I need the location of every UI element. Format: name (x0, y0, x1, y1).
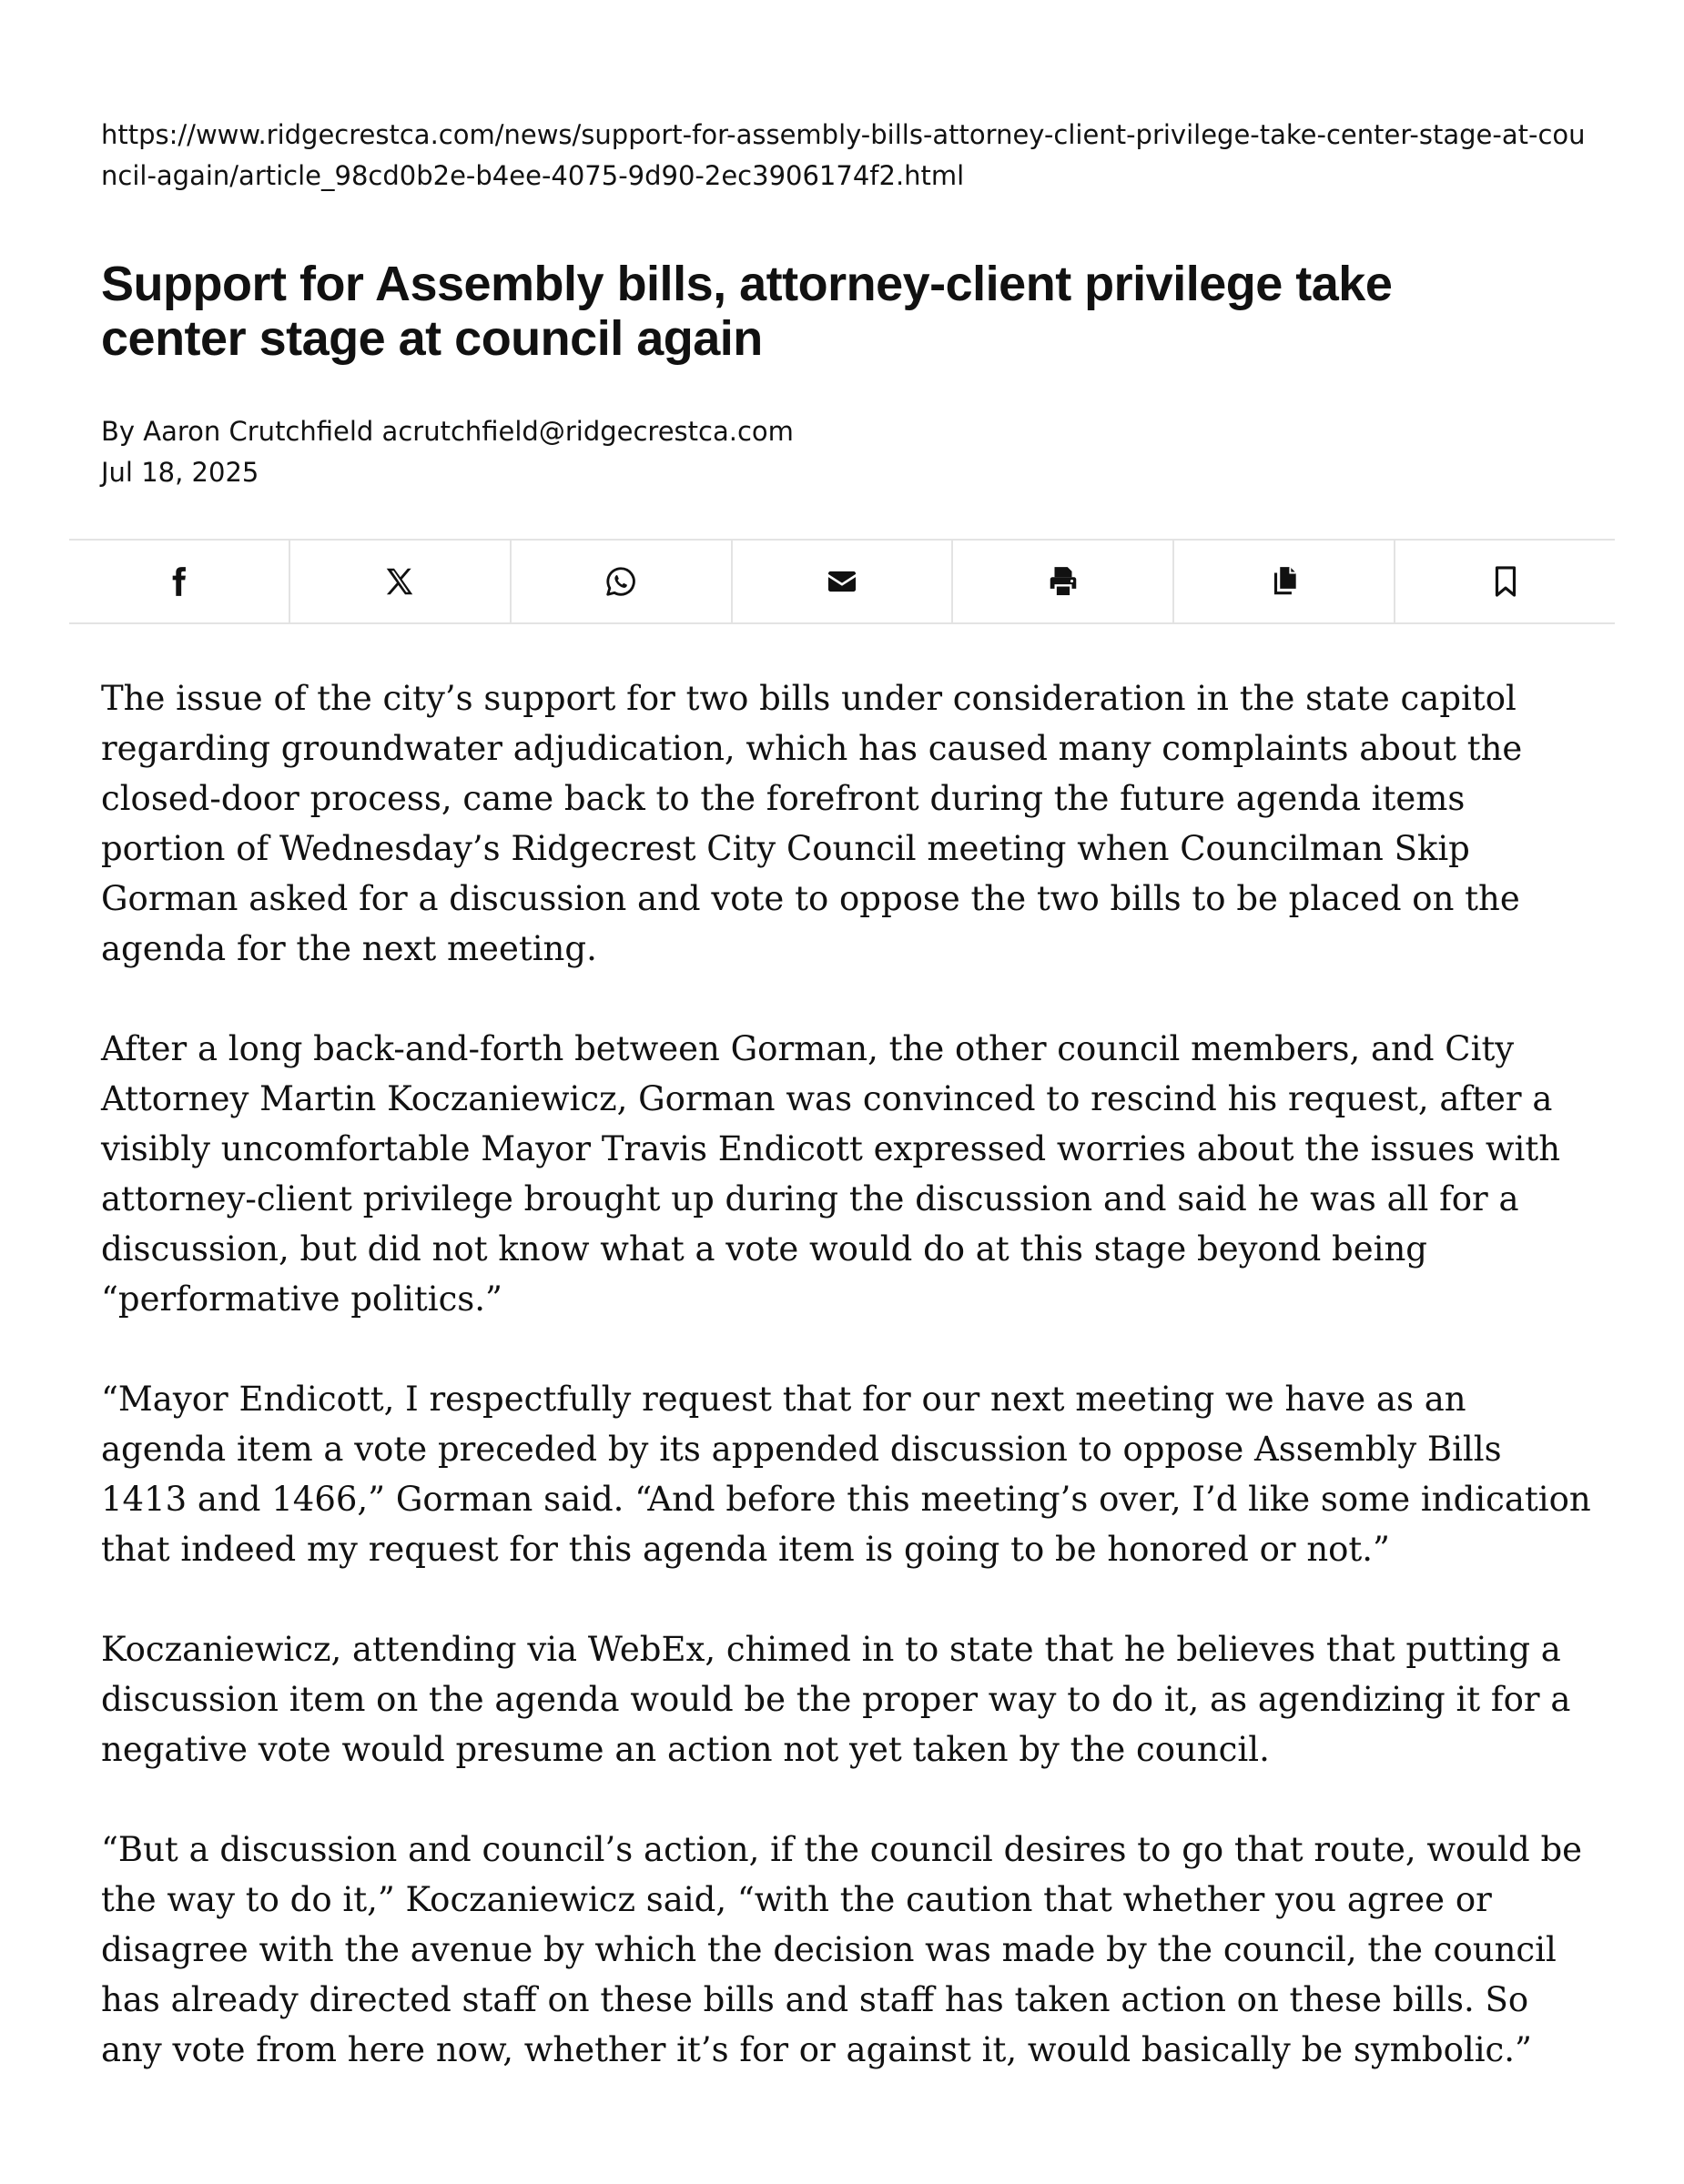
x-icon (382, 564, 417, 599)
bookmark-button[interactable] (1395, 541, 1615, 622)
print-icon (1046, 564, 1080, 599)
article-paragraph: After a long back-and-forth between Gorman, the other council members, and City Attorney Martin Koczaniewicz, Gorman was convinced to rescind his request, after a visibly uncomfortable Mayor Travis Endicott expressed worries about the issues with attorney-client privilege brought up during the discussion and said he was all for a discussion, but did not know what a vote would do at this stage beyond being “performative politics.” (101, 1029, 1561, 1319)
article-paragraph: Koczaniewicz, attending via WebEx, chimed in to state that he believes that putting a discussion item on the agenda would be the proper way to do it, as agendizing it for a negative vote would presume an action not yet taken by the council. (101, 1630, 1571, 1769)
article-meta (101, 411, 794, 493)
share-facebook-button[interactable] (69, 541, 290, 622)
share-bar (69, 539, 1615, 624)
facebook-icon (161, 564, 196, 599)
email-icon (825, 564, 859, 599)
article-paragraph: “Mayor Endicott, I respectfully request that for our next meeting we have as an agenda item a vote preceded by its appended discussion to oppose Assembly Bills 1413 and 1466,” Gorman said. “And before this meeting’s over, I’d like some indication that indeed my request for this agenda item is going to be honored or not.” (101, 1380, 1591, 1569)
print-button[interactable] (953, 541, 1174, 622)
whatsapp-icon (604, 564, 638, 599)
article-paragraph: “But a discussion and council’s action, if the council desires to go that route, would be the way to do it,” Koczaniewicz said, “with the caution that whether you agree or disagree with the avenue by which the decision was made by the council, the council has already directed staff on these bills and staff has taken action on these bills. So any vote from here now, whether it’s for or against it, would basically be symbolic.” (101, 1830, 1583, 2069)
publish-date: Jul 18, 2025 (101, 457, 259, 488)
article-paragraph: The issue of the city’s support for two bills under consideration in the state capitol regarding groundwater adjudication, which has caused many complaints about the closed-door process, came back to the forefront during the future agenda items portion of Wednesday’s Ridgecrest City Council meeting when Councilman Skip Gorman asked for a discussion and vote to oppose the two bills to be placed on the agenda for the next meeting. (101, 679, 1523, 968)
article-body (101, 673, 1594, 2125)
article-url[interactable]: https://www.ridgecrestca.com/news/support-for-assembly-bills-attorney-client-privilege-take-center-stage-at-council-again/article_98cd0b2e-b4ee-4075-9d90-2ec3906174f2.html (101, 119, 1586, 191)
author-byline: By Aaron Crutchfield acrutchfield@ridgecrestca.com (101, 416, 794, 447)
copy-link-button[interactable] (1174, 541, 1395, 622)
share-whatsapp-button[interactable] (512, 541, 733, 622)
share-email-button[interactable] (733, 541, 954, 622)
copy-icon (1267, 564, 1302, 599)
article-headline: Support for Assembly bills, attorney-client privilege take center stage at council again (101, 257, 1393, 366)
share-x-button[interactable] (290, 541, 512, 622)
bookmark-icon (1488, 564, 1523, 599)
